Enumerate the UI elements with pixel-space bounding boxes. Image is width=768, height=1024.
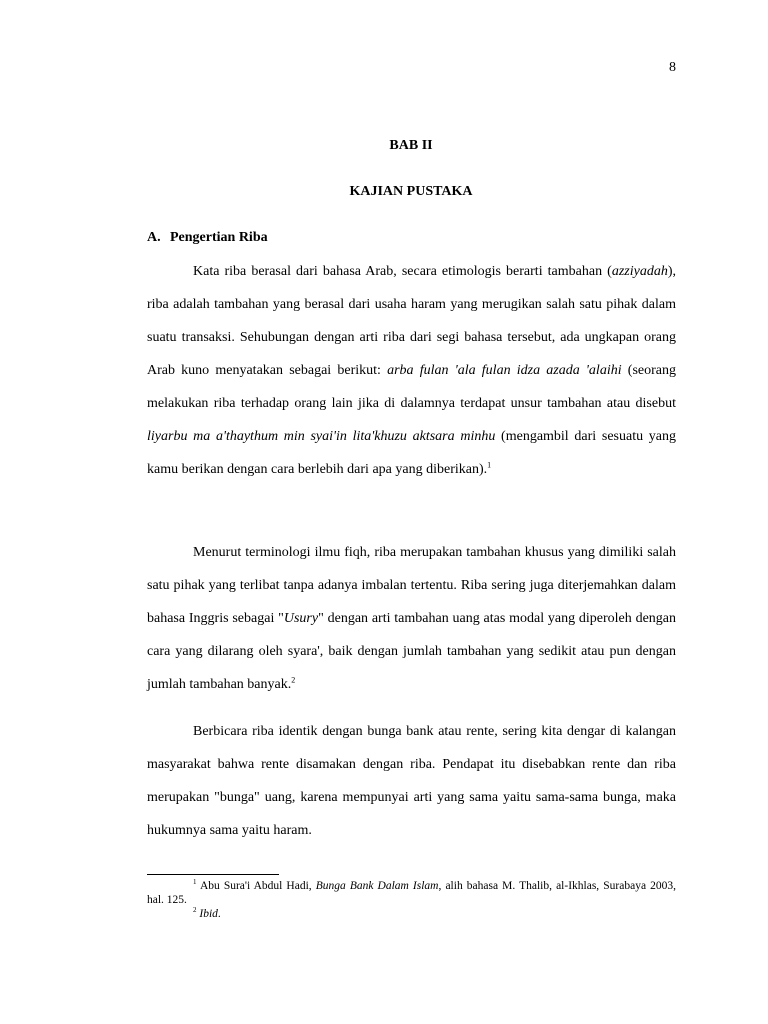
italic-term: liyarbu ma a'thaythum min syai'in lita'khuzu aktsara minhu: [147, 429, 496, 444]
section-heading: [147, 230, 268, 246]
text-run: Kata riba berasal dari bahasa Arab, secara etimologis berarti tambahan (: [193, 264, 612, 279]
text-run: (mengambil dari sesuatu yang kamu berikan dengan cara berlebih dari apa yang diberikan).: [147, 429, 676, 477]
section-title: Pengertian Riba: [170, 230, 268, 245]
italic-term: azziyadah: [611, 264, 668, 279]
text-run: (seorang melakukan riba terhadap orang lain jika di dalamnya terdapat unsur tambahan atau disebut: [147, 363, 677, 411]
footnote-2: [147, 907, 676, 921]
paragraph-3: [147, 715, 676, 847]
text-run: Menurut terminologi ilmu fiqh, riba merupakan tambahan khusus yang dimiliki salah satu pihak yang terlibat tanpa adanya imbalan tertentu. Riba sering juga diterjemahkan dalam bahasa Inggris sebagai ": [147, 545, 676, 626]
footnotes: [147, 879, 676, 921]
text-run: Berbicara riba identik dengan bunga bank atau rente, sering kita dengar di kalangan masyarakat bahwa rente disamakan dengan riba. Pendapat itu disebabkan rente dan riba merupakan "bunga" uang, karena mempunyai arti yang sama yaitu sama-sama bunga, maka hukumnya sama yaitu haram.: [147, 724, 676, 838]
italic-term: arba fulan 'ala fulan idza azada 'alaihi: [387, 363, 622, 378]
chapter-heading: BAB II: [389, 138, 433, 153]
page-number: 8: [669, 60, 676, 75]
text-run: , alih bahasa M. Thalib, al-Ikhlas, Surabaya 2003, hal. 125.: [147, 880, 676, 906]
footnote-number: 1: [193, 878, 197, 887]
footnote-1: [147, 879, 676, 907]
text-run: " dengan arti tambahan uang atas modal yang diperoleh dengan cara yang dilarang oleh syara', baik dengan jumlah tambahan yang sedikit atau pun dengan jumlah tambahan banyak.: [147, 611, 677, 692]
chapter-title: KAJIAN PUSTAKA: [349, 184, 473, 199]
text-run: Abu Sura'i Abdul Hadi,: [196, 880, 316, 892]
text-run: .: [217, 908, 221, 920]
footnote-separator: [147, 874, 279, 875]
footnote-number: 2: [193, 906, 197, 915]
text-run: ), riba adalah tambahan yang berasal dari usaha haram yang merugikan salah satu pihak dalam suatu transaksi. Sehubungan dengan arti riba dari segi bahasa tersebut, ada ungkapan orang Arab kuno menyatakan sebagai berikut:: [147, 264, 676, 378]
paragraph-2: [147, 536, 676, 701]
footnote-ref-1[interactable]: 1: [487, 460, 492, 470]
paragraph-1: [147, 255, 676, 486]
italic-title: Bunga Bank Dalam Islam: [315, 880, 439, 892]
italic-term: Usury: [283, 611, 319, 626]
section-letter: A.: [147, 230, 161, 245]
italic-title: Ibid: [199, 908, 218, 920]
footnote-ref-2[interactable]: 2: [291, 675, 296, 685]
